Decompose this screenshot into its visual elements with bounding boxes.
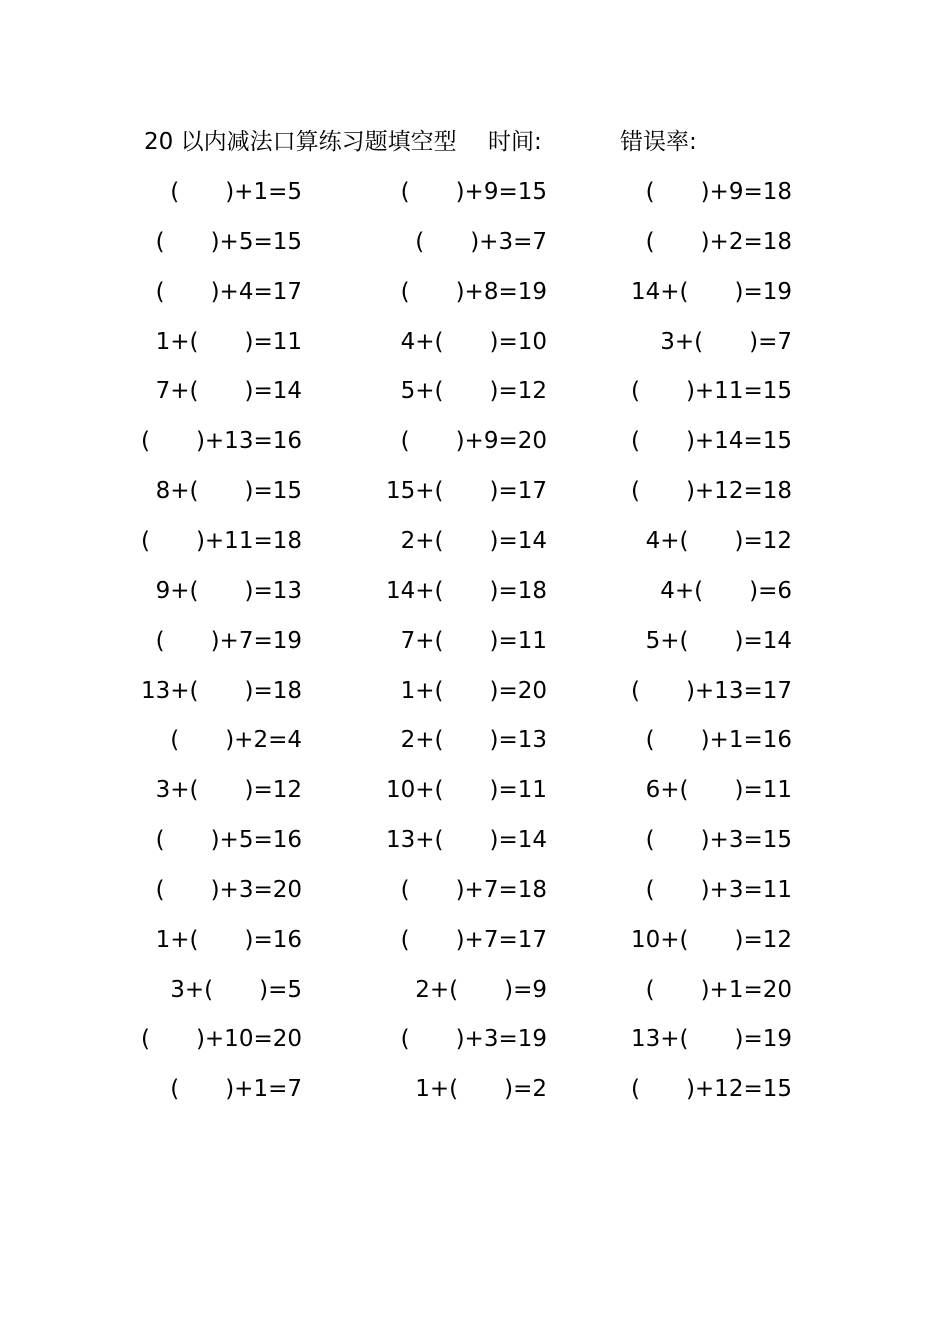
problem-9-3: 4+( )=6 [660, 577, 792, 604]
problem-7-2: 15+( )=17 [385, 478, 547, 505]
problem-14-3: ( )+3=15 [645, 827, 792, 854]
problem-4-3: 3+( )=7 [660, 328, 792, 355]
problem-4-1: 1+( )=11 [155, 328, 302, 355]
problem-8-3: 4+( )=12 [645, 527, 792, 554]
problem-6-2: ( )+9=20 [400, 428, 547, 455]
problem-1-3: ( )+9=18 [645, 179, 792, 205]
problem-19-1: ( )+1=7 [170, 1076, 302, 1103]
problem-13-1: 3+( )=12 [155, 777, 302, 804]
problem-17-3: ( )+1=20 [645, 976, 792, 1003]
problem-3-3: 14+( )=19 [630, 278, 792, 305]
problem-17-1: 3+( )=5 [170, 976, 302, 1003]
problem-14-2: 13+( )=14 [385, 827, 547, 854]
problem-10-2: 7+( )=11 [400, 627, 547, 654]
problem-15-1: ( )+3=20 [155, 876, 302, 903]
problem-11-1: 13+( )=18 [140, 677, 302, 704]
problem-1-2: ( )+9=15 [400, 179, 547, 205]
problem-13-3: 6+( )=11 [645, 777, 792, 804]
problem-4-2: 4+( )=10 [400, 328, 547, 355]
problem-13-2: 10+( )=11 [385, 777, 547, 804]
problem-17-2: 2+( )=9 [415, 976, 547, 1003]
problem-15-2: ( )+7=18 [400, 876, 547, 903]
problem-7-3: ( )+12=18 [630, 478, 792, 505]
problem-15-3: ( )+3=11 [645, 876, 792, 903]
problem-2-3: ( )+2=18 [645, 228, 792, 255]
worksheet-title: 20 以内减法口算练习题填空型 [144, 129, 457, 155]
problem-8-1: ( )+11=18 [140, 527, 302, 554]
problem-8-2: 2+( )=14 [400, 527, 547, 554]
problem-2-1: ( )+5=15 [155, 228, 302, 255]
problem-6-1: ( )+13=16 [140, 428, 302, 455]
problem-16-1: 1+( )=16 [155, 926, 302, 953]
problem-16-2: ( )+7=17 [400, 926, 547, 953]
problem-11-3: ( )+13=17 [630, 677, 792, 704]
problem-3-1: ( )+4=17 [155, 278, 302, 305]
problem-6-3: ( )+14=15 [630, 428, 792, 455]
problem-18-3: 13+( )=19 [630, 1026, 792, 1053]
time-label: 时间: [488, 129, 542, 155]
problem-12-2: 2+( )=13 [400, 727, 547, 754]
problem-10-1: ( )+7=19 [155, 627, 302, 654]
problem-18-1: ( )+10=20 [140, 1026, 302, 1053]
problem-9-2: 14+( )=18 [385, 577, 547, 604]
problem-7-1: 8+( )=15 [155, 478, 302, 505]
problem-12-3: ( )+1=16 [645, 727, 792, 754]
problem-18-2: ( )+3=19 [400, 1026, 547, 1053]
problem-12-1: ( )+2=4 [170, 727, 302, 754]
problem-19-2: 1+( )=2 [415, 1076, 547, 1103]
problem-11-2: 1+( )=20 [400, 677, 547, 704]
problem-16-3: 10+( )=12 [630, 926, 792, 953]
problem-2-2: ( )+3=7 [415, 228, 547, 255]
problem-1-1: ( )+1=5 [170, 179, 302, 205]
problem-5-3: ( )+11=15 [630, 378, 792, 405]
problem-10-3: 5+( )=14 [645, 627, 792, 654]
problem-3-2: ( )+8=19 [400, 278, 547, 305]
error-rate-label: 错误率: [620, 129, 697, 155]
problem-9-1: 9+( )=13 [155, 577, 302, 604]
problem-5-2: 5+( )=12 [400, 378, 547, 405]
problem-14-1: ( )+5=16 [155, 827, 302, 854]
problem-19-3: ( )+12=15 [630, 1076, 792, 1103]
problem-5-1: 7+( )=14 [155, 378, 302, 405]
